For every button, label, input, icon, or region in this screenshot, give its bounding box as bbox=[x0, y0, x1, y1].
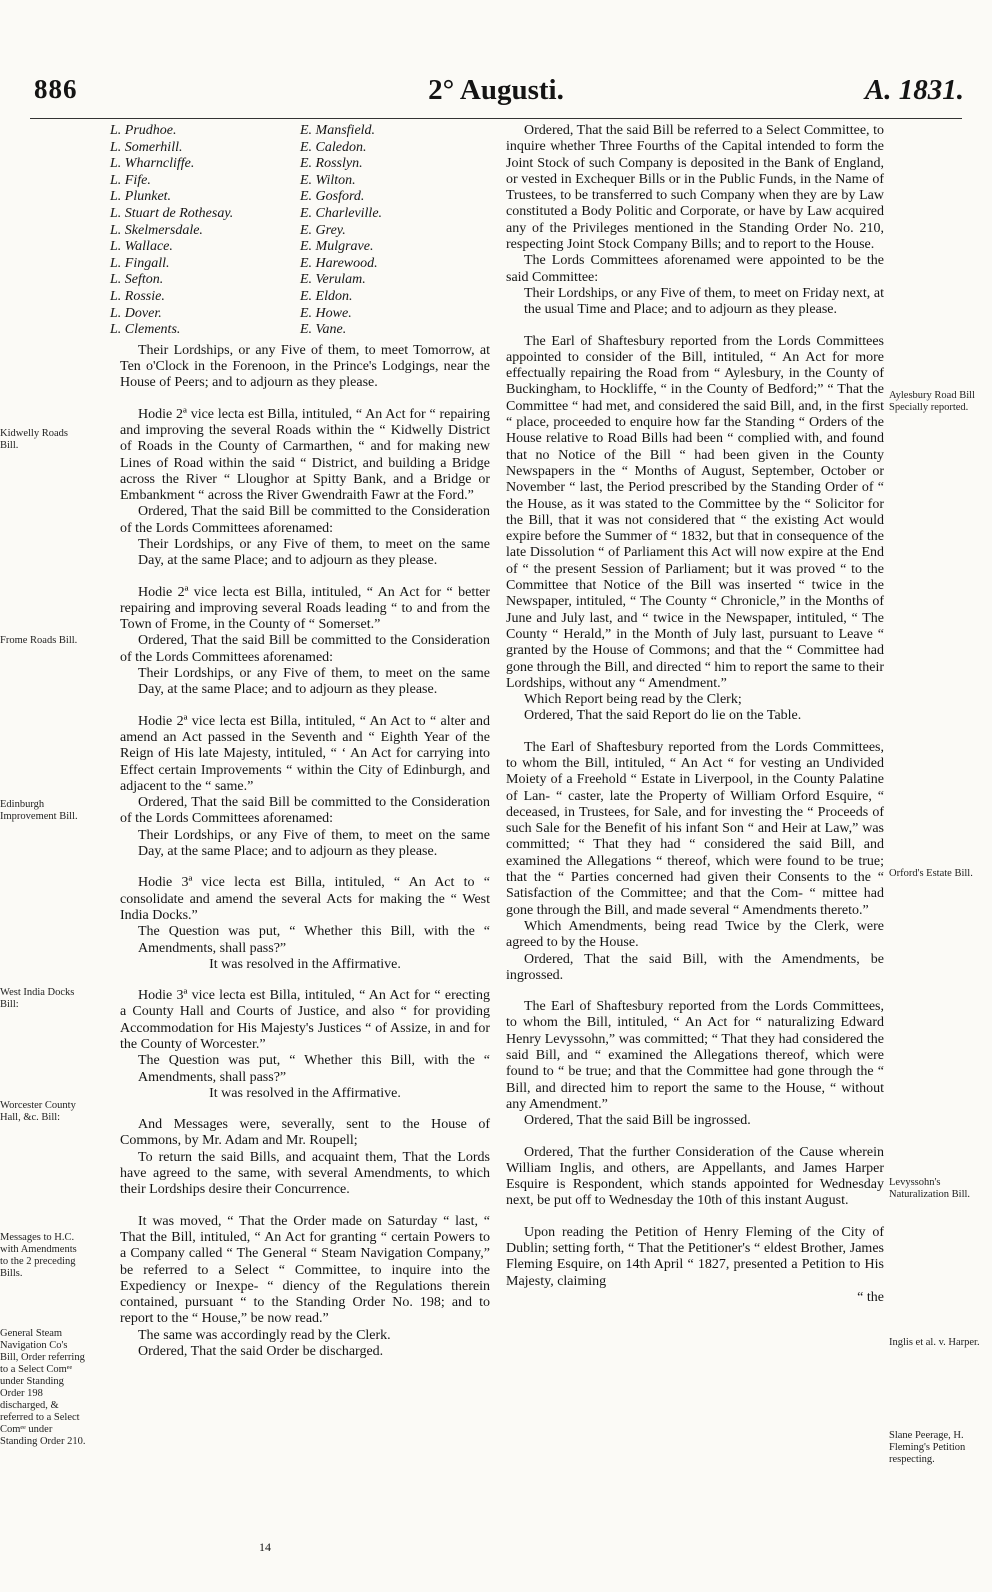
page-year: A. 1831. bbox=[864, 74, 964, 106]
lord-name: L. Clements. bbox=[110, 322, 181, 338]
select-appointed: The Lords Committees aforenamed were appointed to be the said Committee: bbox=[506, 253, 884, 285]
lord-name: E. Eldon. bbox=[300, 288, 353, 304]
inglis-text: Ordered, That the further Consideration of the Cause wherein William Inglis, and others, are Appellants, and James Harper Esquire is Respondent, which stands appointed for Wednesday next, be put off to Wednesday the 10th of this instant August. bbox=[506, 1144, 884, 1209]
margin-note-steam: General Steam Navigation Co's Bill, Order referring to a Select Comᵉᵉ under Standing Order 198 discharged, & referred to a Select Comᵉᵉ under Standing Order 210. bbox=[0, 1328, 86, 1447]
aylesbury-text: The Earl of Shaftesbury reported from the Lords Committees appointed to consider of the Bill, intituled, “ An Act for more effectually repairing the Road from “ Aylesbury, in the County of Buckingham, to Hockliffe, “ in the County of Bedford;” “ That the Committee “ had met, and considered the said Bill, and, in the first “ place, proceeded to enquire how far the Standing “ Orders of the House relative to Road Bills had been “ complied with, and found that no Notice of the Bill “ had been given in the County Newspapers in the “ Months of August, September, October or November “ last, the Period prescribed by the Standing Order of “ the House, as it was stated to the Committee by the “ Solicitor for the Bill, that it was not considered that “ the existing Act would expire before the Summer of “ 1832, but that in consequence of the late Dissolution “ of Parliament this Act will now expire at the End of “ the present Session of Parliament; but it was proved “ to the Committee that Notice of the Bill was inserted “ twice in the Newspaper, intituled, “ The County “ Chronicle,” in the Months of June and July last, and “ twice in the Newspaper, intituled, “ The County “ Herald,” in the Month of July last, pursuant to Leave “ granted by the House of Commons; and that the “ Committee had gone through the Bill, and directed “ him to report the same to their Lordships, without any “ Amendment.” bbox=[506, 333, 884, 691]
steam-text: It was moved, “ That the Order made on Saturday “ last, “ That the Bill, intituled, “ An Act for granting “ certain Powers to a Company called “ The General “ Steam Navigation Company,” be referred to a Select “ Committee, to inquire into the Expediency or Inexpe- “ diency of the Regulations therein contained, pursuant “ to the Standing Order No. 198; and to report to the “ House,” be now read.” bbox=[120, 1213, 490, 1327]
lord-name: E. Wilton. bbox=[300, 172, 356, 188]
lord-name: L. Stuart de Rothesay. bbox=[110, 205, 234, 221]
lord-name: L. Skelmersdale. bbox=[110, 222, 203, 238]
lords-list-barons bbox=[110, 123, 300, 339]
messages-text: And Messages were, severally, sent to the House of Commons, by Mr. Adam and Mr. Roupell; bbox=[120, 1117, 490, 1149]
margin-note-edinburgh: Edinburgh Improvement Bill. bbox=[0, 799, 78, 822]
margin-note-westindia: West India Docks Bill: bbox=[0, 987, 75, 1010]
margin-note-messages: Messages to H.C. with Amendments to the 2 preceding Bills. bbox=[0, 1232, 77, 1279]
lord-name: L. Somerhill. bbox=[110, 139, 183, 155]
messages-return: To return the said Bills, and acquaint them, That the Lords have agreed to the same, with several Amendments, to which their Lordships desire their Concurrence. bbox=[120, 1149, 490, 1198]
lords-meet-text: Their Lordships, or any Five of them, to meet Tomorrow, at Ten o'Clock in the Forenoon, in the Prince's Lodgings, near the House of Peers; and to adjourn as they please. bbox=[120, 342, 490, 391]
kidwelly-text: Hodie 2ª vice lecta est Billa, intituled, “ An Act for “ repairing and improving the several Roads within the “ Kidwelly District of Roads in the County of Carmarthen, “ and for making new Lines of Road within the said “ District, and building a Bridge across the River “ Lloughor at Spitty Bank, and a Bridge or Embankment “ across the River Gwendraith Fawr at the Ford.” bbox=[120, 406, 490, 504]
select-ordered: Ordered, That the said Bill be referred to a Select Committee, to inquire whether Three Fourths of the Capital intended to form the Joint Stock of such Company is deposited in the Bank of England, or vested in Exchequer Bills or in the Public Funds, in the Name of Trustees, to be transferred to such Company when they are by Law constituted a Body Politic and Corporate, or have by Law acquired any of the Privileges mentioned in the Standing Order No. 210, respecting Joint Stock Company Bills; and to report to the House. bbox=[506, 123, 884, 253]
frome-text: Hodie 2ª vice lecta est Billa, intituled, “ An Act for “ better repairing and improving several Roads leading “ to and from the Town of Frome, in the County of “ Somerset.” bbox=[120, 584, 490, 633]
margin-note-worcester: Worcester County Hall, &c. Bill: bbox=[0, 1100, 76, 1123]
select-meet: Their Lordships, or any Five of them, to meet on Friday next, at the usual Time and Place; and to adjourn as they please. bbox=[524, 285, 884, 318]
lord-name: E. Caledon. bbox=[300, 139, 367, 155]
lord-name: E. Gosford. bbox=[300, 189, 365, 205]
aylesbury-read: Which Report being read by the Clerk; bbox=[524, 692, 742, 708]
signature-mark: 14 bbox=[259, 1540, 271, 1554]
right-column bbox=[506, 123, 884, 1306]
lord-name: L. Prudhoe. bbox=[110, 123, 177, 138]
catchword: “ the bbox=[857, 1289, 884, 1305]
kidwelly-meet: Their Lordships, or any Five of them, to meet on the same Day, at the same Place; and to adjourn as they please. bbox=[138, 536, 490, 569]
westindia-text: Hodie 3ª vice lecta est Billa, intituled, “ An Act to “ consolidate and amend the several Acts for making the “ West India Docks.” bbox=[120, 875, 490, 923]
frome-ordered: Ordered, That the said Bill be committed to the Consideration of the Lords Committees aforenamed: bbox=[120, 633, 490, 665]
lord-name: E. Verulam. bbox=[300, 272, 366, 288]
lord-name: E. Mulgrave. bbox=[300, 239, 374, 255]
lord-name: L. Wharncliffe. bbox=[110, 156, 195, 172]
edinburgh-meet: Their Lordships, or any Five of them, to meet on the same Day, at the same Place; and to adjourn as they please. bbox=[138, 827, 490, 860]
margin-note-orford: Orford's Estate Bill. bbox=[889, 868, 973, 879]
page-header bbox=[28, 74, 964, 114]
left-column bbox=[30, 123, 490, 1360]
lord-name: E. Grey. bbox=[300, 222, 346, 238]
orford-text: The Earl of Shaftesbury reported from the Lords Committees, to whom the Bill, intituled, “ An Act “ for vesting an Undivided Moiety of a Freehold “ Estate in Liverpool, in the County Palatine of Lan- “ caster, late the Property of William Orford Esquire, “ deceased, in Trustees, for Sale, and for investing the “ Proceeds of such Sale for the Benefit of his infant Son “ and Heir at Law,” was committed; “ That they had “ considered the said Bill, and examined the Allegations “ thereof, which were found to be true; that the “ Parties concerned had given their Consents to the “ Satisfaction of the Committee; and that the Com- “ mittee had gone through the Bill, and made several “ Amendments thereto.” bbox=[506, 739, 884, 918]
kidwelly-ordered: Ordered, That the said Bill be committed to the Consideration of the Lords Committees aforenamed: bbox=[120, 504, 490, 536]
edinburgh-text: Hodie 2ª vice lecta est Billa, intituled, “ An Act to “ alter and amend an Act passed in the Seventh and “ Eighth Year of the Reign of His late Majesty, intituled, “ ‘ An Act for carrying into Effect certain Improvements “ within the City of Edinburgh, and adjacent to the “ same.” bbox=[120, 713, 490, 794]
lord-name: E. Harewood. bbox=[300, 255, 378, 271]
margin-note-aylesbury: Aylesbury Road Bill Specially reported. bbox=[889, 390, 975, 413]
margin-note-levyssohn: Levyssohn's Naturalization Bill. bbox=[889, 1177, 971, 1200]
lords-list-earls bbox=[300, 123, 490, 339]
steam-ordered: Ordered, That the said Order be discharged. bbox=[138, 1344, 384, 1360]
worcester-text: Hodie 3ª vice lecta est Billa, intituled, “ An Act for “ erecting a County Hall and Courts of Justice, and also “ for providing Accommodation for His Majesty's Justices “ of Assize, in and for the County of Worcester.” bbox=[120, 988, 490, 1052]
lord-name: L. Fife. bbox=[110, 172, 151, 188]
levyssohn-ordered: Ordered, That the said Bill be ingrossed. bbox=[524, 1113, 751, 1129]
aylesbury-ordered: Ordered, That the said Report do lie on the Table. bbox=[524, 708, 802, 724]
lord-name: L. Plunket. bbox=[110, 189, 172, 205]
margin-note-frome: Frome Roads Bill. bbox=[0, 635, 78, 646]
lord-name: E. Vane. bbox=[300, 322, 347, 338]
westindia-question: The Question was put, “ Whether this Bill, with the “ Amendments, shall pass?” bbox=[138, 924, 490, 956]
levyssohn-text: The Earl of Shaftesbury reported from the Lords Committees, to whom the Bill, intituled, “ An Act for “ naturalizing Edward Henry Levyssohn,” was committed; “ That they had considered the said Bill, and “ examined the Allegations thereof, which were found to “ be true; and that the Committee had gone through the “ Bill, and directed him to report the same to the House, “ without any Amendment.” bbox=[506, 999, 884, 1112]
orford-amend: Which Amendments, being read Twice by the Clerk, were agreed to by the House. bbox=[506, 918, 884, 951]
steam-read: The same was accordingly read by the Clerk. bbox=[138, 1327, 391, 1343]
margin-note-inglis: Inglis et al. v. Harper. bbox=[889, 1337, 980, 1348]
lord-name: L. Sefton. bbox=[110, 272, 164, 288]
lord-name: L. Dover. bbox=[110, 305, 162, 321]
worcester-resolved: It was resolved in the Affirmative. bbox=[209, 1085, 401, 1101]
lord-name: E. Charleville. bbox=[300, 205, 383, 221]
lord-name: L. Fingall. bbox=[110, 255, 170, 271]
lords-list bbox=[110, 123, 490, 339]
lord-name: L. Rossie. bbox=[110, 288, 165, 304]
page-date: 2° Augusti. bbox=[428, 74, 564, 106]
lord-name: E. Rosslyn. bbox=[300, 156, 363, 172]
orford-ordered: Ordered, That the said Bill, with the Amendments, be ingrossed. bbox=[506, 951, 884, 983]
westindia-resolved: It was resolved in the Affirmative. bbox=[209, 956, 401, 972]
worcester-question: The Question was put, “ Whether this Bill, with the “ Amendments, shall pass?” bbox=[138, 1053, 490, 1085]
header-rule bbox=[30, 118, 962, 119]
slane-text: Upon reading the Petition of Henry Fleming of the City of Dublin; setting forth, “ That the Petitioner's “ eldest Brother, James Fleming Esquire, on 14th April “ 1827, presented a Petition to His Majesty, claiming bbox=[506, 1224, 884, 1289]
frome-meet: Their Lordships, or any Five of them, to meet on the same Day, at the same Place; and to adjourn as they please. bbox=[138, 666, 490, 698]
lord-name: E. Mansfield. bbox=[300, 123, 376, 138]
margin-note-kidwelly: Kidwelly Roads Bill. bbox=[0, 428, 68, 451]
lord-name: E. Howe. bbox=[300, 305, 352, 321]
margin-note-slane: Slane Peerage, H. Fleming's Petition respecting. bbox=[889, 1430, 966, 1465]
edinburgh-ordered: Ordered, That the said Bill be committed to the Consideration of the Lords Committees aforenamed: bbox=[120, 795, 490, 827]
page-number: 886 bbox=[34, 74, 78, 104]
lord-name: L. Wallace. bbox=[110, 239, 173, 255]
